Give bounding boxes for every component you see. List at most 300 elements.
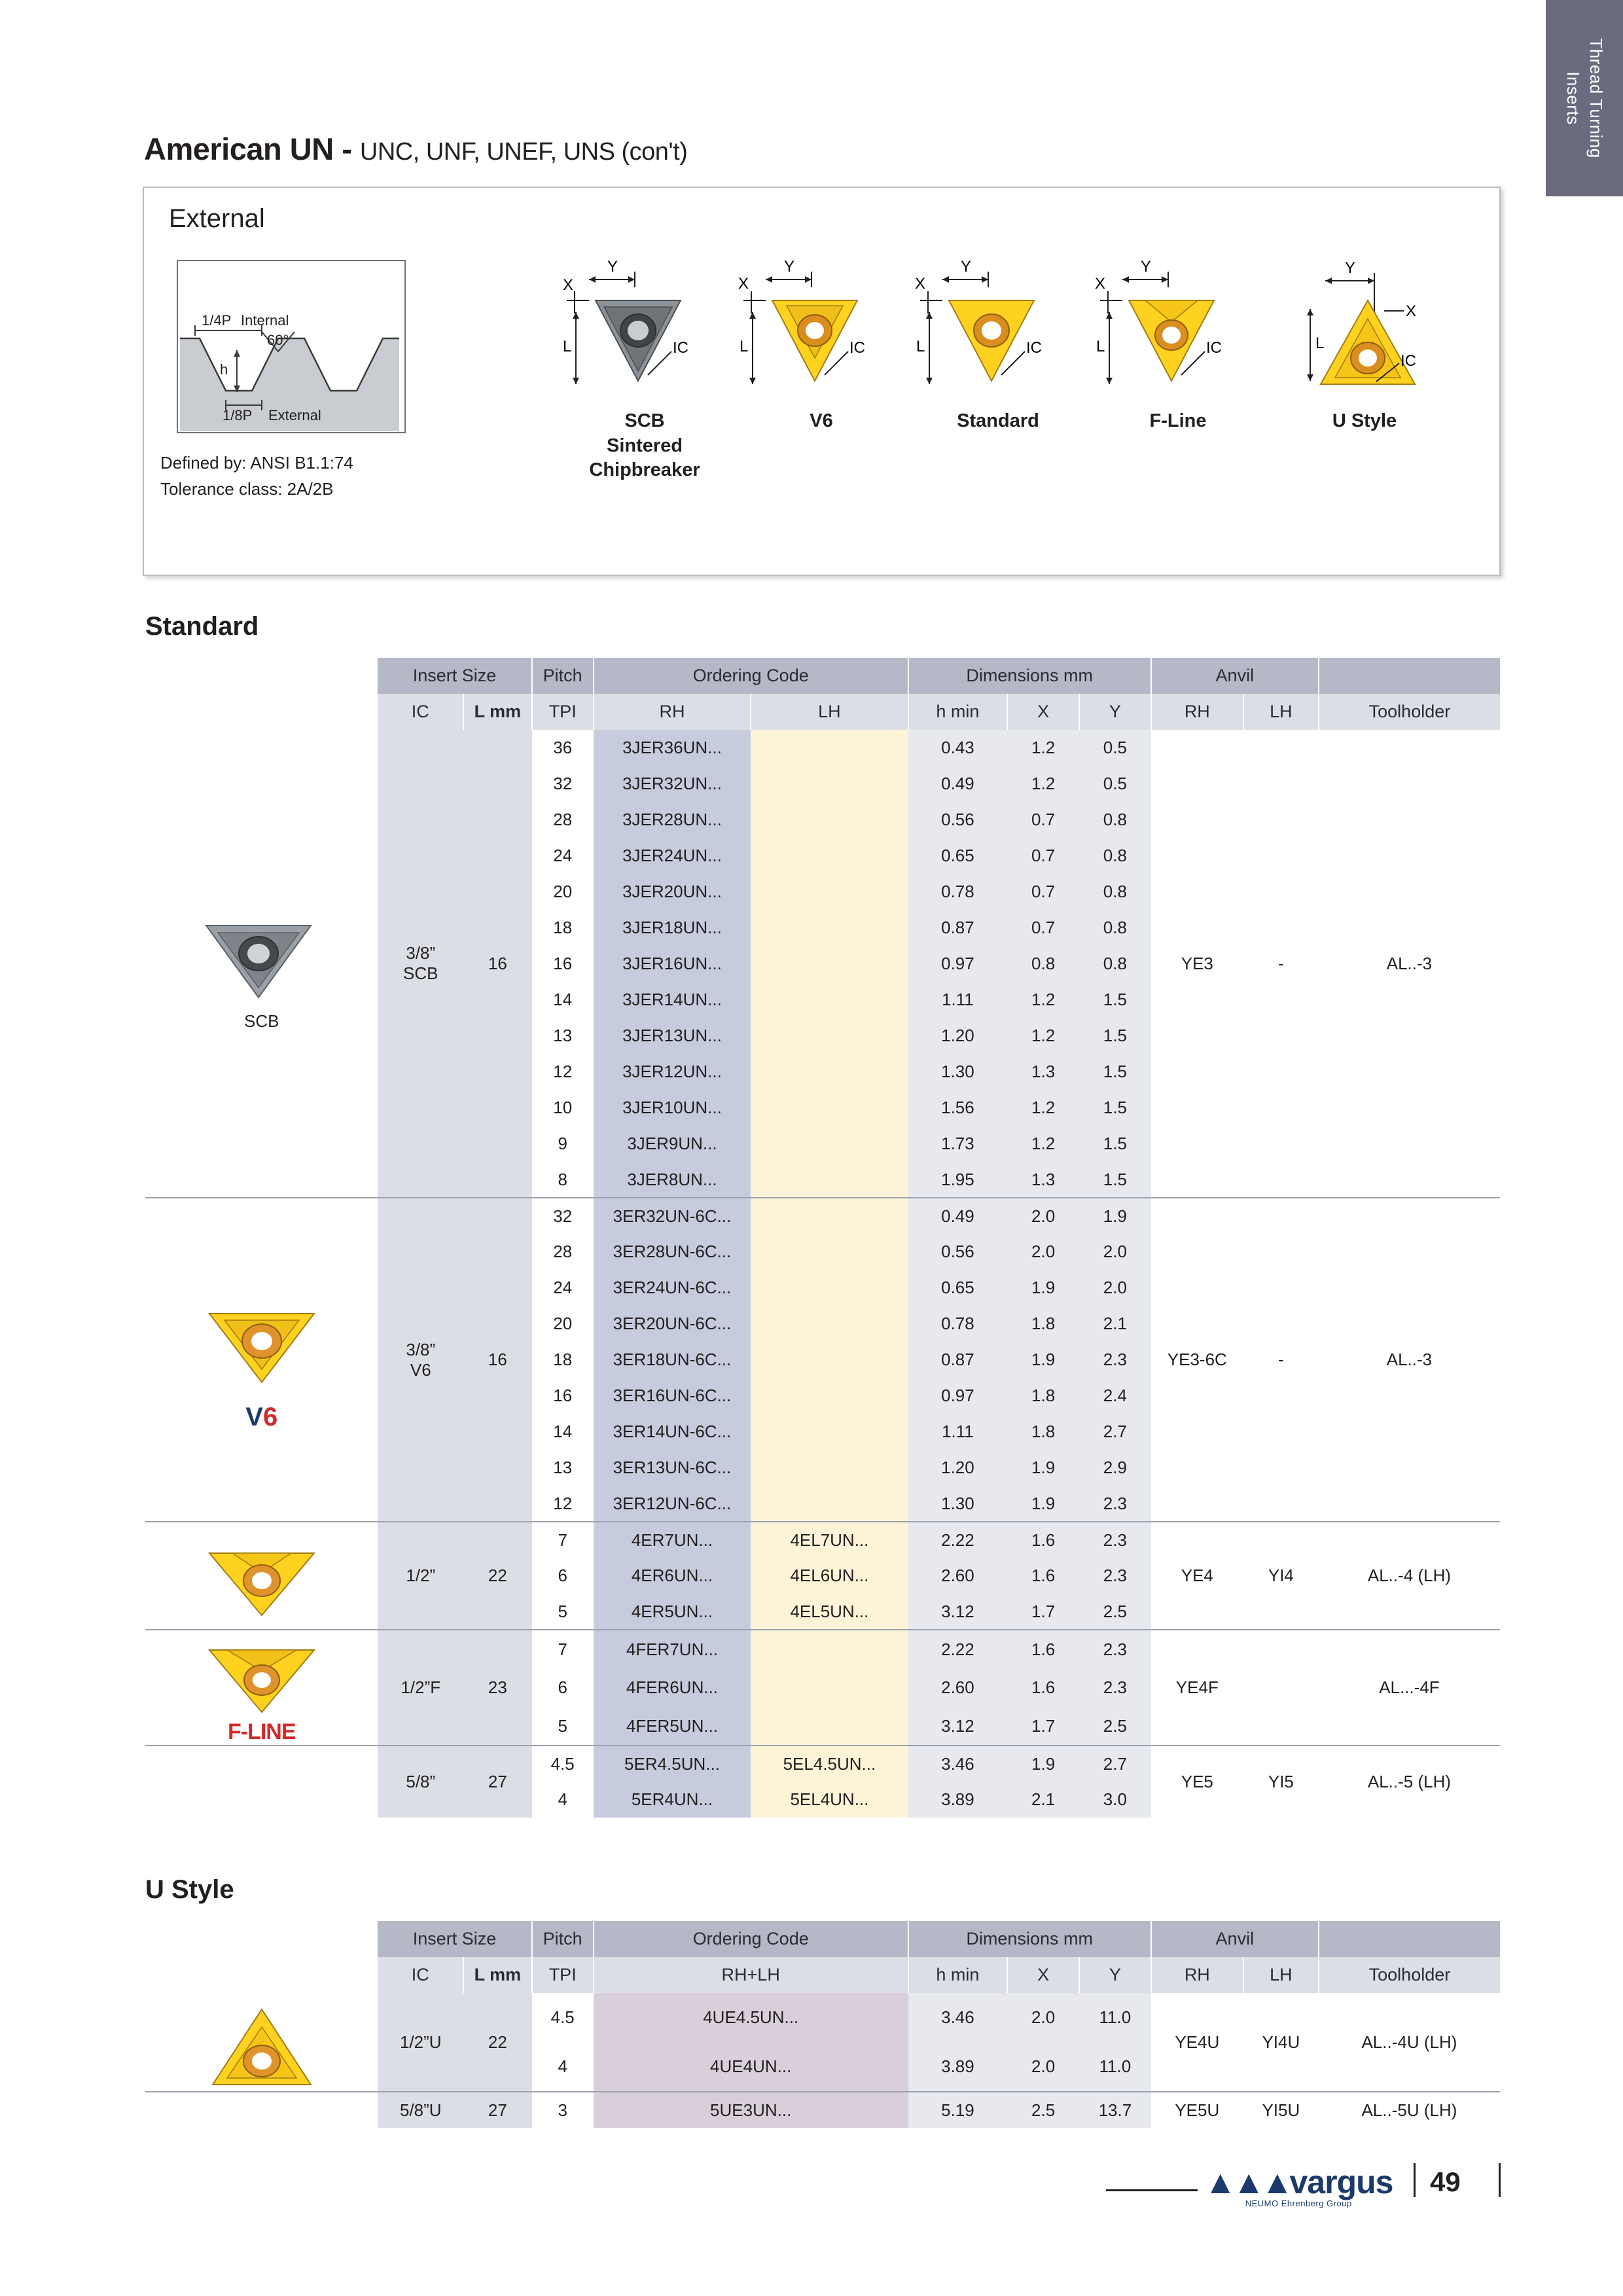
cell-tpi: 28 <box>532 1234 594 1270</box>
group-header-insert-size-u: Insert Size <box>378 1921 531 1957</box>
cell-y: 2.3 <box>1079 1522 1151 1558</box>
brand-logo-text: vargus <box>1289 2164 1393 2200</box>
cell-rh-code: 3ER20UN-6C... <box>594 1306 751 1342</box>
cell-x: 1.9 <box>1007 1486 1079 1522</box>
insert-caption-v6: V6 <box>810 410 833 431</box>
cell-x: 1.2 <box>1007 1126 1079 1162</box>
cell-y: 13.7 <box>1079 2092 1151 2128</box>
table-row <box>145 1993 1500 2043</box>
cell-y: 2.3 <box>1079 1486 1151 1522</box>
cell-anvil-rh-u-fiveeighth: YE5U <box>1151 2092 1243 2128</box>
cell-h-min: 1.30 <box>908 1054 1008 1090</box>
svg-text:X: X <box>738 275 749 293</box>
cell-tpi: 9 <box>532 1126 594 1162</box>
cell-lh-code <box>751 838 908 874</box>
cell-anvil-lh-u-half: YI4U <box>1243 1993 1319 2092</box>
cell-h-min: 1.30 <box>908 1486 1008 1522</box>
cell-insert-image-ustyle <box>145 1993 378 2092</box>
cell-lh-code <box>751 1707 908 1746</box>
col-x: X <box>1007 694 1079 730</box>
svg-text:Y: Y <box>1345 259 1356 277</box>
svg-text:60°: 60° <box>267 332 289 348</box>
spacer-cell-2 <box>145 1957 378 1993</box>
cell-h-min: 0.49 <box>908 766 1008 802</box>
cell-x: 1.2 <box>1007 982 1079 1018</box>
cell-rh-code: 3ER32UN-6C... <box>594 1198 751 1234</box>
cell-y: 0.8 <box>1079 802 1151 838</box>
cell-insert-image-v6 <box>145 1198 378 1522</box>
col-anvil-rh-u: RH <box>1151 1957 1243 1993</box>
cell-insert-image-fline <box>145 1630 378 1746</box>
cell-h-min: 2.60 <box>908 1668 1008 1707</box>
cell-y: 2.7 <box>1079 1746 1151 1782</box>
cell-tpi: 7 <box>532 1630 594 1668</box>
cell-anvil-rh-scb: YE3 <box>1151 730 1243 1198</box>
cell-lh-code <box>751 1486 908 1522</box>
side-tab-line1: Thread Turning <box>1586 38 1607 158</box>
section-heading-ustyle: U Style <box>145 1875 234 1904</box>
svg-text:L: L <box>740 338 749 355</box>
cell-lh-code <box>751 1234 908 1270</box>
cell-rh-code: 3ER12UN-6C... <box>594 1486 751 1522</box>
col-y-u: Y <box>1079 1957 1151 1993</box>
cell-tpi: 8 <box>532 1162 594 1198</box>
cell-lh-code <box>751 1414 908 1450</box>
page-title <box>144 131 687 167</box>
cell-h-min: 3.89 <box>908 1782 1008 1818</box>
cell-rh-code: 3JER9UN... <box>594 1126 751 1162</box>
col-anvil-lh-u: LH <box>1243 1957 1319 1993</box>
cell-y: 0.8 <box>1079 838 1151 874</box>
cell-h-min: 3.46 <box>908 1993 1008 2043</box>
cell-toolholder-v6: AL..-3 <box>1319 1198 1500 1522</box>
cell-x: 1.2 <box>1007 1018 1079 1054</box>
cell-tpi: 16 <box>532 1378 594 1414</box>
cell-insert-image-scb <box>145 730 378 1198</box>
table-row <box>145 1198 1500 1234</box>
col-l-mm: L mm <box>463 694 532 730</box>
cell-y: 1.5 <box>1079 1018 1151 1054</box>
cell-x: 1.3 <box>1007 1054 1079 1090</box>
cell-lh-code <box>751 1126 908 1162</box>
cell-anvil-rh-half: YE4 <box>1151 1522 1243 1630</box>
group-header-anvil-u: Anvil <box>1151 1921 1319 1957</box>
col-tpi-u: TPI <box>532 1957 594 1993</box>
cell-rh-code: 4FER6UN... <box>594 1668 751 1707</box>
cell-rh-code: 3ER16UN-6C... <box>594 1378 751 1414</box>
table-row <box>145 730 1500 766</box>
cell-y: 0.8 <box>1079 874 1151 910</box>
cell-lh-code: 5EL4.5UN... <box>751 1746 908 1782</box>
svg-text:X: X <box>1406 302 1417 320</box>
cell-tpi: 24 <box>532 1270 594 1306</box>
cell-insert-image-blank-u <box>145 2092 378 2128</box>
cell-tpi: 5 <box>532 1707 594 1746</box>
insert-image-label-v6: V6 <box>245 1403 278 1431</box>
svg-text:h: h <box>220 361 228 378</box>
cell-x: 0.8 <box>1007 946 1079 982</box>
cell-ic-u-fiveeighth: 5/8”U <box>378 2092 463 2128</box>
cell-y: 2.4 <box>1079 1378 1151 1414</box>
cell-lh-code <box>751 1054 908 1090</box>
group-header-toolholder-spacer-u <box>1319 1921 1500 1957</box>
cell-x: 2.5 <box>1007 2092 1079 2128</box>
cell-x: 1.9 <box>1007 1270 1079 1306</box>
cell-lh-code <box>751 1668 908 1707</box>
cell-tpi: 28 <box>532 802 594 838</box>
col-x-u: X <box>1007 1957 1079 1993</box>
cell-x: 1.8 <box>1007 1306 1079 1342</box>
cell-x: 0.7 <box>1007 874 1079 910</box>
cell-x: 1.3 <box>1007 1162 1079 1198</box>
section-heading-standard: Standard <box>145 612 259 641</box>
cell-x: 2.1 <box>1007 1782 1079 1818</box>
cell-lh-code: 5EL4UN... <box>751 1782 908 1818</box>
cell-insert-image-standard <box>145 1522 378 1630</box>
cell-x: 1.6 <box>1007 1522 1079 1558</box>
svg-text:IC: IC <box>1206 339 1222 357</box>
insert-image-label-fline: F-LINE <box>227 1719 296 1744</box>
cell-anvil-rh-halfF: YE4F <box>1151 1630 1243 1746</box>
cell-tpi: 20 <box>532 874 594 910</box>
cell-l-mm-fiveeighth: 27 <box>463 1746 532 1818</box>
cell-lh-code <box>751 802 908 838</box>
cell-y: 1.9 <box>1079 1198 1151 1234</box>
cell-x: 1.2 <box>1007 1090 1079 1126</box>
insert-illustration-scb <box>550 253 740 481</box>
cell-rh-code: 4ER6UN... <box>594 1558 751 1594</box>
cell-y: 2.3 <box>1079 1668 1151 1707</box>
cell-x: 1.2 <box>1007 766 1079 802</box>
svg-text:Y: Y <box>607 258 618 276</box>
cell-x: 1.7 <box>1007 1594 1079 1630</box>
cell-l-mm-v6: 16 <box>463 1198 532 1522</box>
cell-lh-code: 4EL7UN... <box>751 1522 908 1558</box>
cell-h-min: 0.65 <box>908 1270 1008 1306</box>
cell-tpi: 4 <box>532 1782 594 1818</box>
cell-x: 2.0 <box>1007 2043 1079 2092</box>
cell-h-min: 0.49 <box>908 1198 1008 1234</box>
cell-tpi: 6 <box>532 1668 594 1707</box>
cell-y: 1.5 <box>1079 982 1151 1018</box>
cell-rhlh-code: 4UE4.5UN... <box>594 1993 908 2043</box>
standard-table <box>145 658 1500 1818</box>
cell-tpi: 4.5 <box>532 1993 594 2043</box>
cell-tpi: 32 <box>532 766 594 802</box>
table-row <box>145 2092 1500 2128</box>
definition-text <box>160 450 353 503</box>
cell-y: 1.5 <box>1079 1054 1151 1090</box>
brand-logo-mark: ▲▲▲ <box>1204 2164 1290 2200</box>
brand-logo <box>1204 2163 1393 2208</box>
cell-anvil-rh-v6: YE3-6C <box>1151 1198 1243 1522</box>
cell-y: 2.9 <box>1079 1450 1151 1486</box>
cell-y: 2.3 <box>1079 1342 1151 1378</box>
cell-anvil-lh-fiveeighth: YI5 <box>1243 1746 1319 1818</box>
group-header-pitch-u: Pitch <box>532 1921 594 1957</box>
cell-tpi: 14 <box>532 1414 594 1450</box>
cell-rh-code: 3JER32UN... <box>594 766 751 802</box>
cell-x: 1.9 <box>1007 1746 1079 1782</box>
cell-lh-code <box>751 766 908 802</box>
cell-tpi: 13 <box>532 1018 594 1054</box>
cell-rh-code: 3ER18UN-6C... <box>594 1342 751 1378</box>
spacer-cell <box>145 1921 378 1957</box>
svg-text:Y: Y <box>1141 258 1152 276</box>
cell-lh-code: 4EL6UN... <box>751 1558 908 1594</box>
cell-h-min: 0.43 <box>908 730 1008 766</box>
external-panel-title: External <box>169 204 265 233</box>
cell-h-min: 0.97 <box>908 946 1008 982</box>
cell-h-min: 0.78 <box>908 1306 1008 1342</box>
cell-y: 2.7 <box>1079 1414 1151 1450</box>
page-number-divider-left <box>1414 2163 1416 2197</box>
cell-h-min: 5.19 <box>908 2092 1008 2128</box>
cell-l-mm-scb: 16 <box>463 730 532 1198</box>
cell-rh-code: 5ER4UN... <box>594 1782 751 1818</box>
svg-text:X: X <box>1095 275 1106 293</box>
cell-anvil-rh-u-half: YE4U <box>1151 1993 1243 2092</box>
cell-lh-code <box>751 1450 908 1486</box>
cell-ic-v6: 3/8” V6 <box>378 1198 463 1522</box>
cell-tpi: 5 <box>532 1594 594 1630</box>
svg-text:L: L <box>1096 338 1105 355</box>
cell-l-mm-halfF: 23 <box>463 1630 532 1746</box>
cell-y: 3.0 <box>1079 1782 1151 1818</box>
cell-y: 1.5 <box>1079 1162 1151 1198</box>
cell-h-min: 0.56 <box>908 802 1008 838</box>
cell-ic-fiveeighth: 5/8” <box>378 1746 463 1818</box>
cell-x: 1.8 <box>1007 1414 1079 1450</box>
col-ic: IC <box>378 694 463 730</box>
cell-h-min: 1.95 <box>908 1162 1008 1198</box>
cell-y: 2.0 <box>1079 1270 1151 1306</box>
cell-rh-code: 3JER14UN... <box>594 982 751 1018</box>
svg-text:Internal: Internal <box>241 312 289 329</box>
cell-anvil-lh-half: YI4 <box>1243 1522 1319 1630</box>
svg-text:L: L <box>916 338 925 355</box>
insert-caption-standard: Standard <box>957 410 1039 431</box>
ustyle-table <box>145 1921 1500 2128</box>
cell-anvil-lh-v6: - <box>1243 1198 1319 1522</box>
thread-profile-diagram <box>164 253 406 443</box>
tolerance-class-line: Tolerance class: 2A/2B <box>160 479 334 499</box>
cell-y: 11.0 <box>1079 2043 1151 2092</box>
col-tpi: TPI <box>532 694 594 730</box>
cell-h-min: 0.56 <box>908 1234 1008 1270</box>
page-title-sub: UNC, UNF, UNEF, UNS (con't) <box>359 138 688 166</box>
cell-h-min: 3.12 <box>908 1707 1008 1746</box>
cell-y: 11.0 <box>1079 1993 1151 2043</box>
cell-rh-code: 3ER13UN-6C... <box>594 1450 751 1486</box>
page-title-main: American UN - <box>144 132 352 166</box>
cell-y: 2.5 <box>1079 1707 1151 1746</box>
cell-tpi: 4.5 <box>532 1746 594 1782</box>
cell-y: 1.5 <box>1079 1090 1151 1126</box>
footer-rule <box>1106 2189 1198 2191</box>
col-h-min-u: h min <box>908 1957 1008 1993</box>
cell-x: 0.7 <box>1007 838 1079 874</box>
side-tab-thread-turning-inserts <box>1546 0 1623 196</box>
cell-anvil-lh-u-fiveeighth: YI5U <box>1243 2092 1319 2128</box>
col-anvil-rh: RH <box>1151 694 1243 730</box>
cell-x: 1.6 <box>1007 1558 1079 1594</box>
cell-anvil-lh-scb: - <box>1243 730 1319 1198</box>
ustyle-table-group-header-row <box>145 1921 1500 1957</box>
cell-tpi: 36 <box>532 730 594 766</box>
external-panel <box>143 187 1501 576</box>
col-anvil-lh: LH <box>1243 694 1319 730</box>
cell-rh-code: 3JER20UN... <box>594 874 751 910</box>
cell-lh-code <box>751 1162 908 1198</box>
col-ic-u: IC <box>378 1957 463 1993</box>
cell-tpi: 24 <box>532 838 594 874</box>
cell-lh-code <box>751 730 908 766</box>
cell-rh-code: 3ER28UN-6C... <box>594 1234 751 1270</box>
col-toolholder-u: Toolholder <box>1319 1957 1500 1993</box>
defined-by-line: Defined by: ANSI B1.1:74 <box>160 453 353 473</box>
cell-anvil-lh-halfF <box>1243 1630 1319 1746</box>
cell-toolholder-u-fiveeighth: AL..-5U (LH) <box>1319 2092 1500 2128</box>
cell-lh-code <box>751 1270 908 1306</box>
cell-toolholder-halfF: AL...-4F <box>1319 1630 1500 1746</box>
cell-x: 2.0 <box>1007 1993 1079 2043</box>
cell-h-min: 0.97 <box>908 1378 1008 1414</box>
cell-lh-code: 4EL5UN... <box>751 1594 908 1630</box>
insert-illustration-v6 <box>726 253 916 431</box>
cell-rh-code: 4ER5UN... <box>594 1594 751 1630</box>
cell-ic-halfF: 1/2”F <box>378 1630 463 1746</box>
cell-h-min: 3.89 <box>908 2043 1008 2092</box>
cell-tpi: 32 <box>532 1198 594 1234</box>
cell-l-mm-u-fiveeighth: 27 <box>463 2092 532 2128</box>
cell-rhlh-code: 4UE4UN... <box>594 2043 908 2092</box>
cell-lh-code <box>751 910 908 946</box>
col-lh: LH <box>751 694 908 730</box>
svg-text:X: X <box>563 276 574 294</box>
table-row <box>145 1522 1500 1558</box>
svg-text:Y: Y <box>784 258 795 276</box>
cell-lh-code <box>751 1306 908 1342</box>
cell-h-min: 2.60 <box>908 1558 1008 1594</box>
svg-text:L: L <box>563 338 572 355</box>
cell-ic-half: 1/2” <box>378 1522 463 1630</box>
cell-rh-code: 4FER5UN... <box>594 1707 751 1746</box>
cell-rh-code: 3JER18UN... <box>594 910 751 946</box>
cell-h-min: 1.20 <box>908 1450 1008 1486</box>
cell-tpi: 4 <box>532 2043 594 2092</box>
cell-tpi: 3 <box>532 2092 594 2128</box>
cell-tpi: 10 <box>532 1090 594 1126</box>
cell-x: 1.6 <box>1007 1668 1079 1707</box>
group-header-anvil: Anvil <box>1151 658 1319 694</box>
cell-y: 2.5 <box>1079 1594 1151 1630</box>
cell-lh-code <box>751 946 908 982</box>
cell-lh-code <box>751 1630 908 1668</box>
col-toolholder: Toolholder <box>1319 694 1500 730</box>
cell-x: 1.8 <box>1007 1378 1079 1414</box>
cell-x: 1.9 <box>1007 1450 1079 1486</box>
side-tab-line2: Inserts <box>1563 71 1583 125</box>
insert-illustration-ustyle <box>1270 253 1459 431</box>
cell-tpi: 12 <box>532 1054 594 1090</box>
cell-rh-code: 3ER14UN-6C... <box>594 1414 751 1450</box>
cell-rhlh-code: 5UE3UN... <box>594 2092 908 2128</box>
svg-text:IC: IC <box>1026 339 1042 357</box>
svg-text:X: X <box>915 275 926 293</box>
cell-toolholder-u-half: AL..-4U (LH) <box>1319 1993 1500 2092</box>
cell-h-min: 2.22 <box>908 1522 1008 1558</box>
cell-h-min: 3.12 <box>908 1594 1008 1630</box>
svg-text:IC: IC <box>1400 352 1416 370</box>
cell-y: 0.8 <box>1079 910 1151 946</box>
insert-image-label-scb: SCB <box>243 1011 279 1031</box>
col-rh: RH <box>594 694 751 730</box>
cell-rh-code: 3JER8UN... <box>594 1162 751 1198</box>
svg-text:1/4P: 1/4P <box>202 312 232 329</box>
cell-lh-code <box>751 1198 908 1234</box>
insert-caption-fline: F-Line <box>1149 410 1207 431</box>
col-h-min: h min <box>908 694 1008 730</box>
svg-text:IC: IC <box>849 339 865 357</box>
cell-rh-code: 3JER16UN... <box>594 946 751 982</box>
cell-lh-code <box>751 1342 908 1378</box>
cell-y: 1.5 <box>1079 1126 1151 1162</box>
cell-rh-code: 3JER10UN... <box>594 1090 751 1126</box>
page-number-divider-right <box>1499 2163 1501 2197</box>
cell-rh-code: 4ER7UN... <box>594 1522 751 1558</box>
cell-h-min: 1.20 <box>908 1018 1008 1054</box>
cell-lh-code <box>751 1090 908 1126</box>
group-header-ordering-code-u: Ordering Code <box>594 1921 908 1957</box>
cell-rh-code: 3ER24UN-6C... <box>594 1270 751 1306</box>
cell-tpi: 16 <box>532 946 594 982</box>
cell-tpi: 13 <box>532 1450 594 1486</box>
cell-x: 1.2 <box>1007 730 1079 766</box>
page-number: 49 <box>1430 2166 1461 2197</box>
cell-tpi: 14 <box>532 982 594 1018</box>
cell-anvil-rh-fiveeighth: YE5 <box>1151 1746 1243 1818</box>
cell-lh-code <box>751 1378 908 1414</box>
cell-x: 2.0 <box>1007 1234 1079 1270</box>
group-header-ordering-code: Ordering Code <box>594 658 908 694</box>
cell-y: 0.5 <box>1079 766 1151 802</box>
cell-rh-code: 3JER28UN... <box>594 802 751 838</box>
cell-tpi: 12 <box>532 1486 594 1522</box>
cell-x: 1.9 <box>1007 1342 1079 1378</box>
cell-lh-code <box>751 1018 908 1054</box>
cell-tpi: 18 <box>532 910 594 946</box>
cell-h-min: 3.46 <box>908 1746 1008 1782</box>
cell-h-min: 1.73 <box>908 1126 1008 1162</box>
cell-y: 2.0 <box>1079 1234 1151 1270</box>
cell-rh-code: 3JER13UN... <box>594 1018 751 1054</box>
cell-tpi: 20 <box>532 1306 594 1342</box>
cell-ic-u-half: 1/2”U <box>378 1993 463 2092</box>
spacer-cell-2 <box>145 694 378 730</box>
col-rhlh-u: RH+LH <box>594 1957 908 1993</box>
cell-tpi: 7 <box>532 1522 594 1558</box>
cell-ic-scb: 3/8” SCB <box>378 730 463 1198</box>
insert-illustration-fline <box>1083 253 1273 431</box>
svg-text:L: L <box>1315 334 1325 352</box>
cell-insert-image-blank <box>145 1746 378 1818</box>
insert-caption-ustyle: U Style <box>1332 410 1397 431</box>
cell-x: 0.7 <box>1007 802 1079 838</box>
svg-text:Y: Y <box>961 258 972 276</box>
table-row <box>145 1746 1500 1782</box>
cell-lh-code <box>751 874 908 910</box>
